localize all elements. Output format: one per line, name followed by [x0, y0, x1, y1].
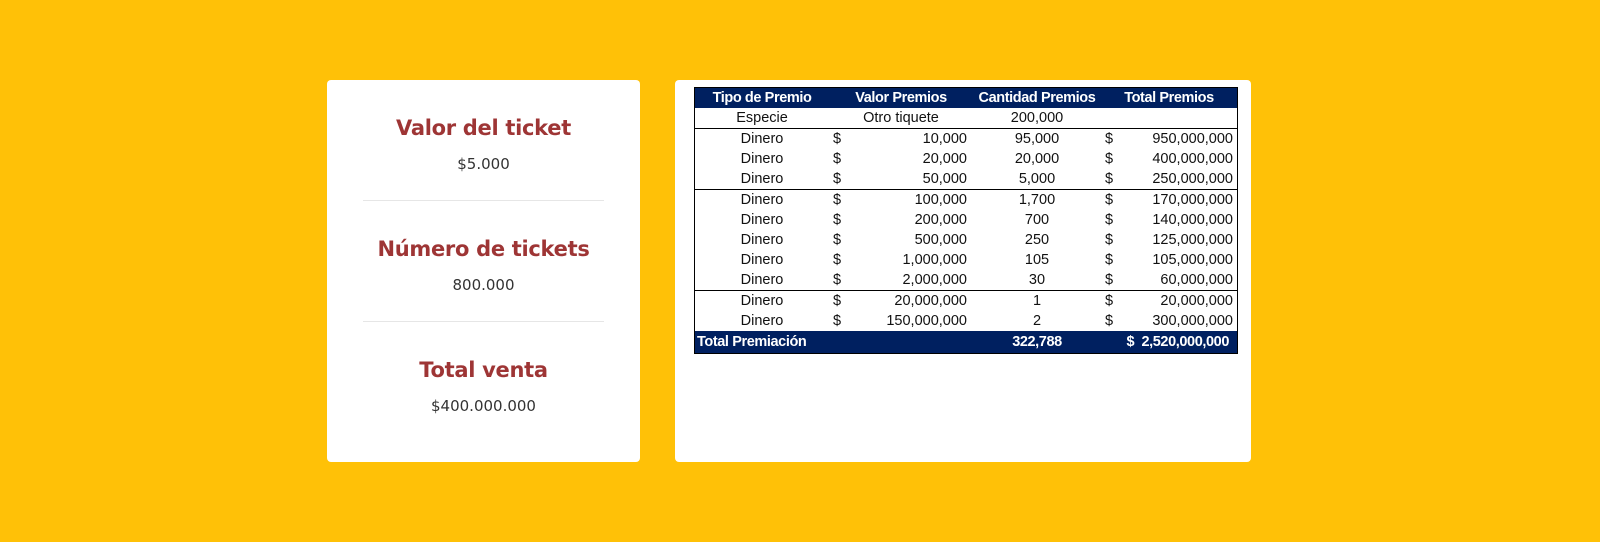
cell-total-currency: $: [1101, 169, 1135, 190]
total-sale-title: Total venta: [419, 358, 548, 382]
table-row: [695, 291, 1238, 312]
cell-cantidad: 20,000: [1014, 150, 1060, 167]
cell-valor-currency: $: [833, 130, 842, 147]
cell-total: 400,000,000: [1152, 150, 1233, 167]
cell-total-currency: $: [1105, 292, 1114, 309]
cell-total: 950,000,000: [1152, 130, 1233, 147]
total-label: Total Premiación: [695, 331, 974, 354]
cell-total: 125,000,000: [1152, 231, 1233, 248]
cell-valor: 2,000,000: [861, 270, 973, 291]
cell-valor-currency: $: [829, 169, 861, 190]
header-tipo-premio: Tipo de Premio: [695, 88, 830, 109]
cell-valor-currency: $: [833, 292, 842, 309]
table-row: [695, 129, 1238, 150]
cell-tipo: Dinero: [740, 150, 784, 167]
cell-tipo: Dinero: [740, 251, 784, 268]
total-sale-amount: $400.000.000: [431, 397, 536, 415]
cell-total-currency: $: [1105, 191, 1114, 208]
table-row: [695, 108, 1238, 129]
cell-total: 300,000,000: [1152, 312, 1233, 329]
cell-valor: 150,000,000: [886, 312, 967, 329]
cell-valor-currency: $: [833, 150, 842, 167]
total-cantidad: 322,788: [973, 331, 1101, 354]
cell-cantidad: 700: [1024, 211, 1050, 228]
table-row: [695, 169, 1238, 190]
cell-valor-currency: $: [833, 251, 842, 268]
cell-valor: 50,000: [861, 169, 973, 190]
cell-tipo: Dinero: [695, 169, 830, 190]
cell-valor-currency: $: [833, 191, 842, 208]
cell-total-currency: $: [1105, 312, 1114, 329]
header-valor-premios: Valor Premios: [829, 88, 973, 109]
cell-tipo: Dinero: [740, 130, 784, 147]
cell-cantidad: 1,700: [1018, 191, 1056, 208]
total-row: [695, 331, 1238, 354]
ticket-value-title: Valor del ticket: [396, 116, 571, 140]
cell-valor: 500,000: [914, 231, 967, 248]
cell-tipo: Dinero: [695, 270, 830, 291]
cell-total: 20,000,000: [1160, 292, 1233, 309]
cell-cantidad: 95,000: [1014, 130, 1060, 147]
cell-valor: 20,000: [922, 150, 967, 167]
cell-valor: 10,000: [922, 130, 967, 147]
prize-table-header-row: [695, 88, 1238, 109]
cell-tipo: Dinero: [740, 191, 784, 208]
cell-cantidad: 2: [1032, 312, 1042, 329]
ticket-count-amount: 800.000: [452, 276, 515, 294]
prize-table: [694, 87, 1238, 354]
cell-cantidad: 1: [1032, 292, 1042, 309]
ticket-value-amount: $5.000: [457, 155, 510, 173]
header-total-premios: Total Premios: [1101, 88, 1238, 109]
cell-valor: 200,000: [914, 211, 967, 228]
cell-total: [1101, 108, 1238, 129]
cell-tipo: Dinero: [740, 211, 784, 228]
cell-total-currency: $: [1101, 270, 1135, 291]
table-row: [695, 149, 1238, 169]
cell-tipo: Especie: [695, 108, 830, 129]
cell-valor: 100,000: [914, 191, 967, 208]
table-row: [695, 190, 1238, 211]
cell-valor: Otro tiquete: [829, 108, 973, 129]
prize-table-card: [675, 80, 1251, 462]
cell-valor-currency: $: [829, 270, 861, 291]
cell-total-currency: $: [1105, 150, 1114, 167]
cell-valor-currency: $: [833, 312, 842, 329]
cell-tipo: Dinero: [740, 312, 784, 329]
table-row: [695, 230, 1238, 250]
cell-valor-currency: $: [833, 231, 842, 248]
cell-cantidad: 30: [973, 270, 1101, 291]
cell-cantidad: 250: [1024, 231, 1050, 248]
table-row: [695, 270, 1238, 291]
cell-total: 170,000,000: [1152, 191, 1233, 208]
total-sale-stat: [363, 322, 604, 443]
cell-total: 105,000,000: [1152, 251, 1233, 268]
ticket-value-stat: [363, 80, 604, 201]
total-value: $ 2,520,000,000: [1101, 331, 1238, 354]
table-row: [695, 210, 1238, 230]
cell-valor-currency: $: [833, 211, 842, 228]
cell-total-currency: $: [1105, 251, 1114, 268]
cell-total-currency: $: [1105, 231, 1114, 248]
summary-card: [327, 80, 640, 462]
cell-total: 60,000,000: [1135, 270, 1238, 291]
cell-valor: 1,000,000: [902, 251, 967, 268]
cell-total-currency: $: [1105, 211, 1114, 228]
cell-total: 140,000,000: [1152, 211, 1233, 228]
ticket-count-title: Número de tickets: [377, 237, 590, 261]
cell-cantidad: 5,000: [973, 169, 1101, 190]
cell-cantidad: 200,000: [973, 108, 1101, 129]
cell-tipo: Dinero: [740, 292, 784, 309]
cell-tipo: Dinero: [740, 231, 784, 248]
cell-total-currency: $: [1105, 130, 1114, 147]
cell-cantidad: 105: [1024, 251, 1050, 268]
header-cantidad-premios: Cantidad Premios: [973, 88, 1101, 109]
ticket-count-stat: [363, 201, 604, 322]
cell-total: 250,000,000: [1135, 169, 1238, 190]
table-row: [695, 250, 1238, 270]
cell-valor: 20,000,000: [894, 292, 967, 309]
table-row: [695, 311, 1238, 331]
